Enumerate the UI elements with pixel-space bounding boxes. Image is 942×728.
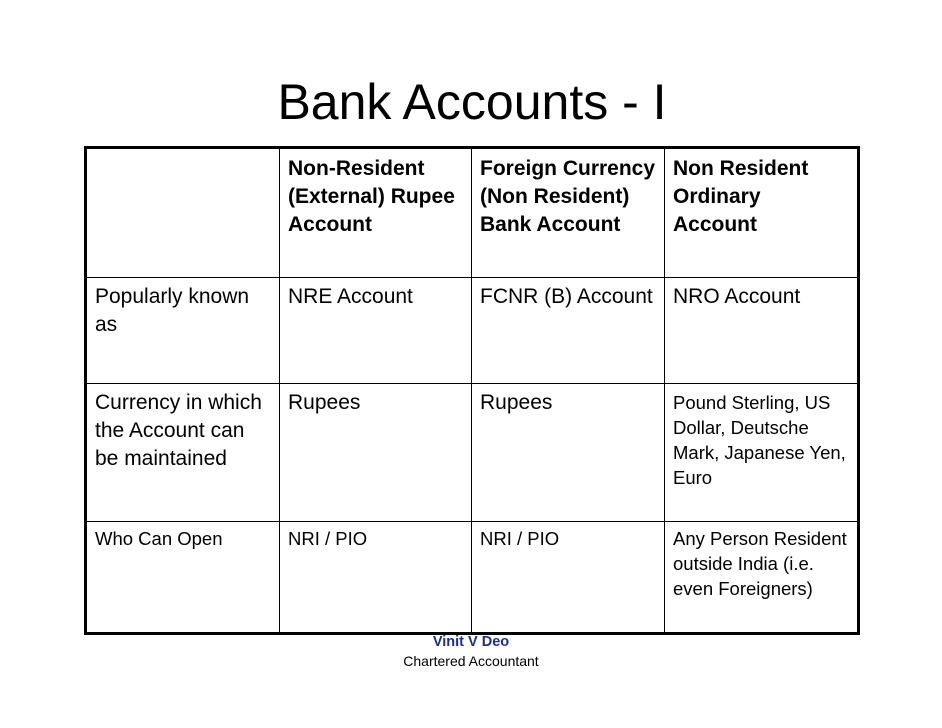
table-row: [86, 384, 859, 522]
table-row: [86, 278, 859, 384]
table-cell: NRE Account: [280, 278, 472, 384]
table-row: [86, 522, 859, 634]
table-cell: NRI / PIO: [280, 522, 472, 634]
accounts-table: [84, 146, 860, 635]
header-cell-fcnr: Foreign Currency (Non Resident) Bank Account: [472, 148, 665, 278]
header-cell-nre: Non-Resident (External) Rupee Account: [280, 148, 472, 278]
table-header-row: [86, 148, 859, 278]
header-cell-empty: [86, 148, 280, 278]
table-cell: Pound Sterling, US Dollar, Deutsche Mark, Japanese Yen, Euro: [665, 384, 859, 522]
footer-author-name: Vinit V Deo: [432, 634, 510, 650]
row-label: Currency in which the Account can be maintained: [86, 384, 280, 522]
table-cell: NRO Account: [665, 278, 859, 384]
slide-title: Bank Accounts - I: [277, 74, 667, 130]
table-cell: Rupees: [472, 384, 665, 522]
table-cell: Rupees: [280, 384, 472, 522]
table-cell: FCNR (B) Account: [472, 278, 665, 384]
row-label: Who Can Open: [86, 522, 280, 634]
footer-author-role: Chartered Accountant: [403, 653, 539, 669]
row-label: Popularly known as: [86, 278, 280, 384]
table-cell: Any Person Resident outside India (i.e. even Foreigners): [665, 522, 859, 634]
table-cell: NRI / PIO: [472, 522, 665, 634]
header-cell-nro: Non Resident Ordinary Account: [665, 148, 859, 278]
